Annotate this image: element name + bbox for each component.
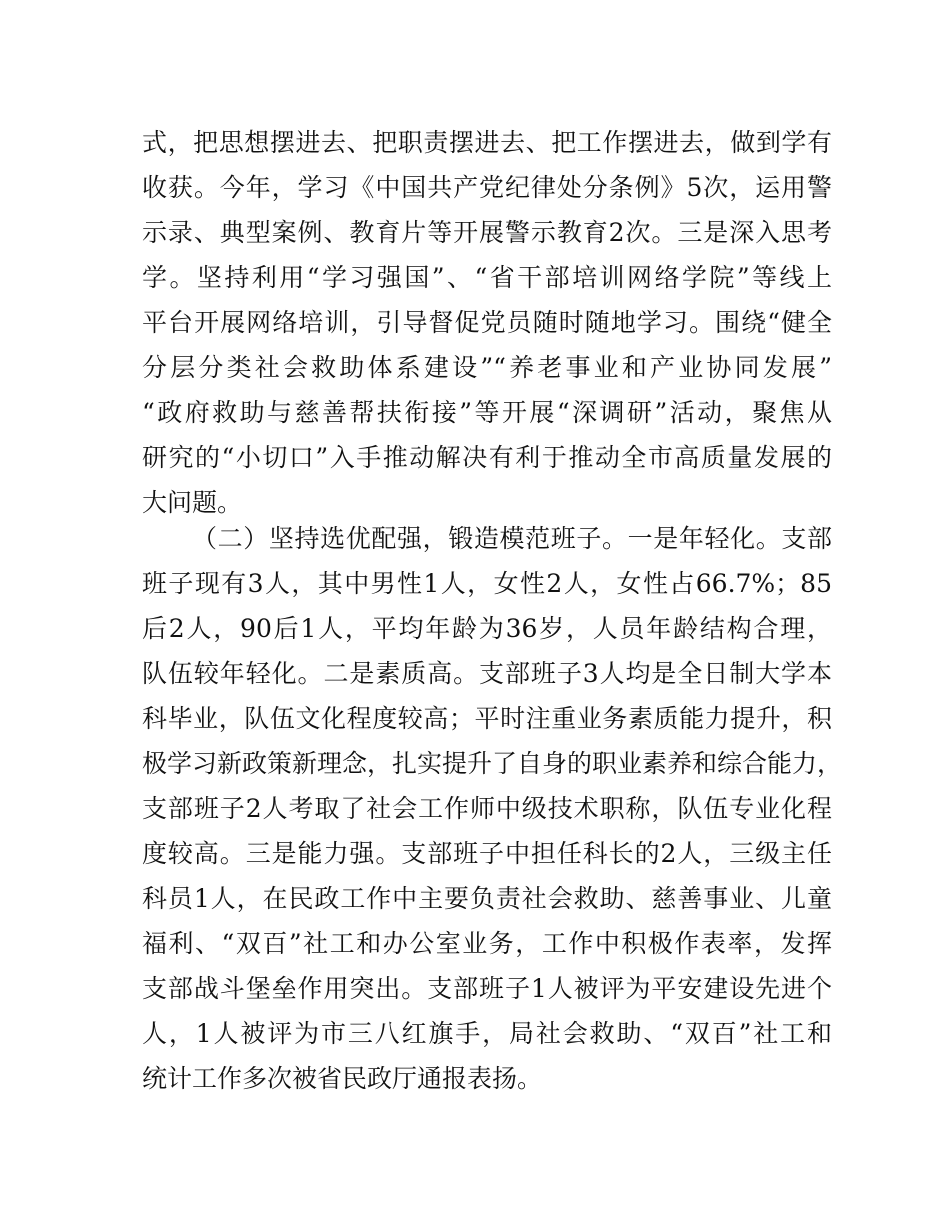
text-line: “政府救助与慈善帮扶衔接”等开展“深调研”活动，聚焦从 — [142, 398, 832, 427]
text-line: 人，1人被评为市三八红旗手，局社会救助、“双百”社工和 — [142, 1019, 832, 1048]
text-line: 支部战斗堡垒作用突出。支部班子1人被评为平安建设先进个 — [142, 974, 832, 1003]
text-line: 分层分类社会救助体系建设”“养老事业和产业协同发展” — [142, 353, 832, 382]
text-line: 度较高。三是能力强。支部班子中担任科长的2人，三级主任 — [142, 839, 832, 868]
text-line: 示录、典型案例、教育片等开展警示教育2次。三是深入思考 — [142, 218, 832, 247]
text-line: 支部班子2人考取了社会工作师中级技术职称，队伍专业化程 — [142, 794, 832, 823]
text-line: 式，把思想摆进去、把职责摆进去、把工作摆进去，做到学有 — [142, 128, 832, 157]
text-line-last: 统计工作多次被省民政厅通报表扬。 — [142, 1064, 543, 1093]
text-line: 班子现有3人，其中男性1人，女性2人，女性占66.7%；85 — [142, 569, 832, 598]
text-line: 学。坚持利用“学习强国”、“省干部培训网络学院”等线上 — [142, 263, 832, 292]
text-line: 研究的“小切口”入手推动解决有利于推动全市高质量发展的 — [142, 443, 832, 472]
text-line: 科员1人，在民政工作中主要负责社会救助、慈善事业、儿童 — [142, 884, 832, 913]
text-line: 收获。今年，学习《中国共产党纪律处分条例》5次，运用警 — [142, 173, 832, 202]
paragraph-team — [142, 516, 843, 1101]
text-line: 科毕业，队伍文化程度较高；平时注重业务素质能力提升，积 — [142, 704, 832, 733]
paragraph-study — [142, 120, 832, 525]
text-line: 后2人，90后1人，平均年龄为36岁，人员年龄结构合理， — [142, 614, 832, 643]
text-line-last: 大问题。 — [142, 488, 243, 517]
text-line: 平台开展网络培训，引导督促党员随时随地学习。围绕“健全 — [142, 308, 832, 337]
text-line: 极学习新政策新理念，扎实提升了自身的职业素养和综合能力， — [142, 749, 843, 778]
text-line: 福利、“双百”社工和办公室业务，工作中积极作表率，发挥 — [142, 929, 832, 958]
text-line: 队伍较年轻化。二是素质高。支部班子3人均是全日制大学本 — [142, 659, 832, 688]
section-heading-line: （二）坚持选优配强，锻造模范班子。一是年轻化。支部 — [192, 524, 832, 553]
